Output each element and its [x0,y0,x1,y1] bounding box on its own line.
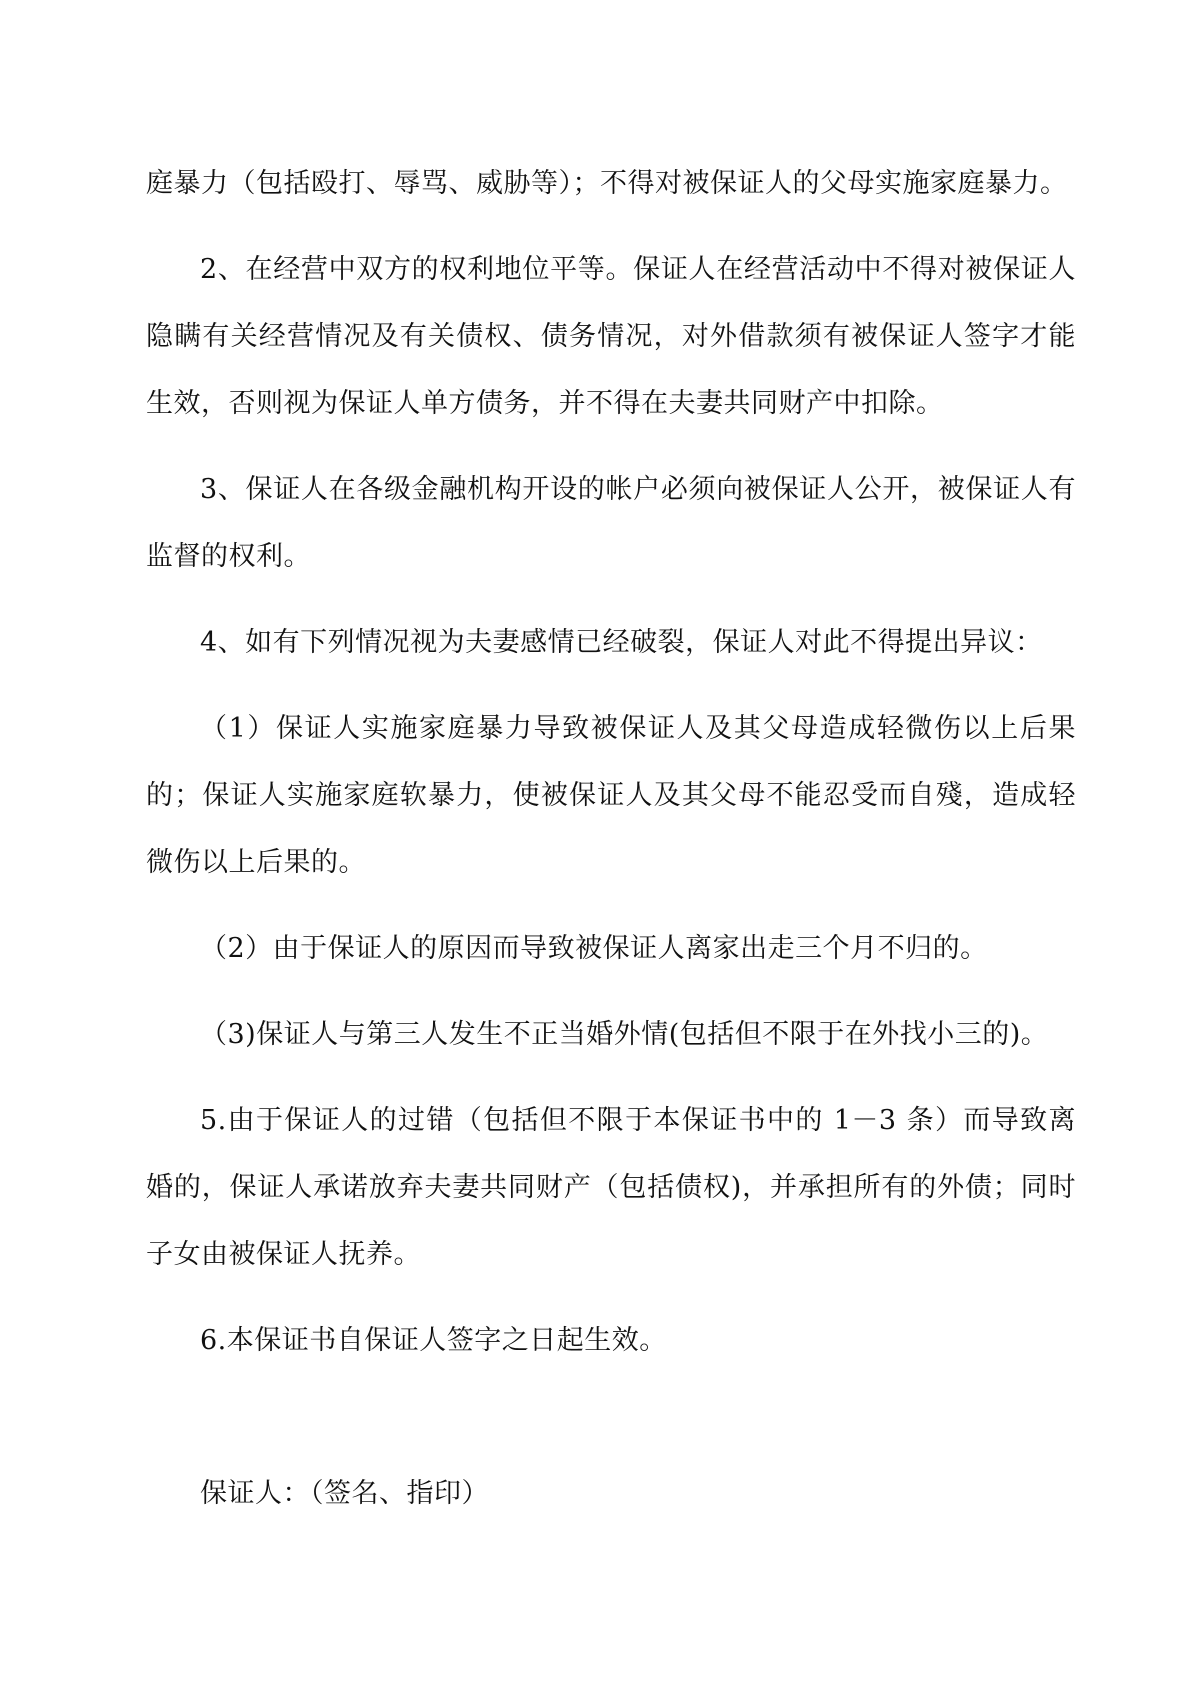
paragraph-clause-4-item-1: （1）保证人实施家庭暴力导致被保证人及其父母造成轻微伤以上后果的；保证人实施家庭软暴力，使被保证人及其父母不能忍受而自殘，造成轻微伤以上后果的。 [146,713,1076,878]
paragraph-continuation: 庭暴力（包括殴打、辱骂、威胁等）；不得对被保证人的父母实施家庭暴力。 [146,168,1068,199]
paragraph-clause-4-item-3: （3)保证人与第三人发生不正当婚外情(包括但不限于在外找小三的)。 [200,1019,1049,1050]
paragraph-clause-5: 5.由于保证人的过错（包括但不限于本保证书中的 1－3 条）而导致离婚的，保证人承诺放弃夫妻共同财产（包括债权)，并承担所有的外债；同时子女由被保证人抚养。 [146,1105,1076,1270]
paragraph-clause-4: 4、如有下列情况视为夫妻感情已经破裂，保证人对此不得提出异议： [200,627,1043,658]
signature-line: 保证人：（签名、指印） [200,1478,489,1509]
paragraph-clause-4-item-2: （2）由于保证人的原因而导致被保证人离家出走三个月不归的。 [200,933,988,964]
paragraph-clause-6: 6.本保证书自保证人签字之日起生效。 [200,1325,667,1356]
paragraph-clause-3: 3、保证人在各级金融机构开设的帐户必须向被保证人公开，被保证人有监督的权利。 [146,474,1076,572]
document-body [146,150,1076,1554]
paragraph-clause-2: 2、在经营中双方的权利地位平等。保证人在经营活动中不得对被保证人隐瞒有关经营情况及有关债权、债务情况，对外借款须有被保证人签字才能生效，否则视为保证人单方债务，并不得在夫妻共同财产中扣除。 [146,254,1076,419]
